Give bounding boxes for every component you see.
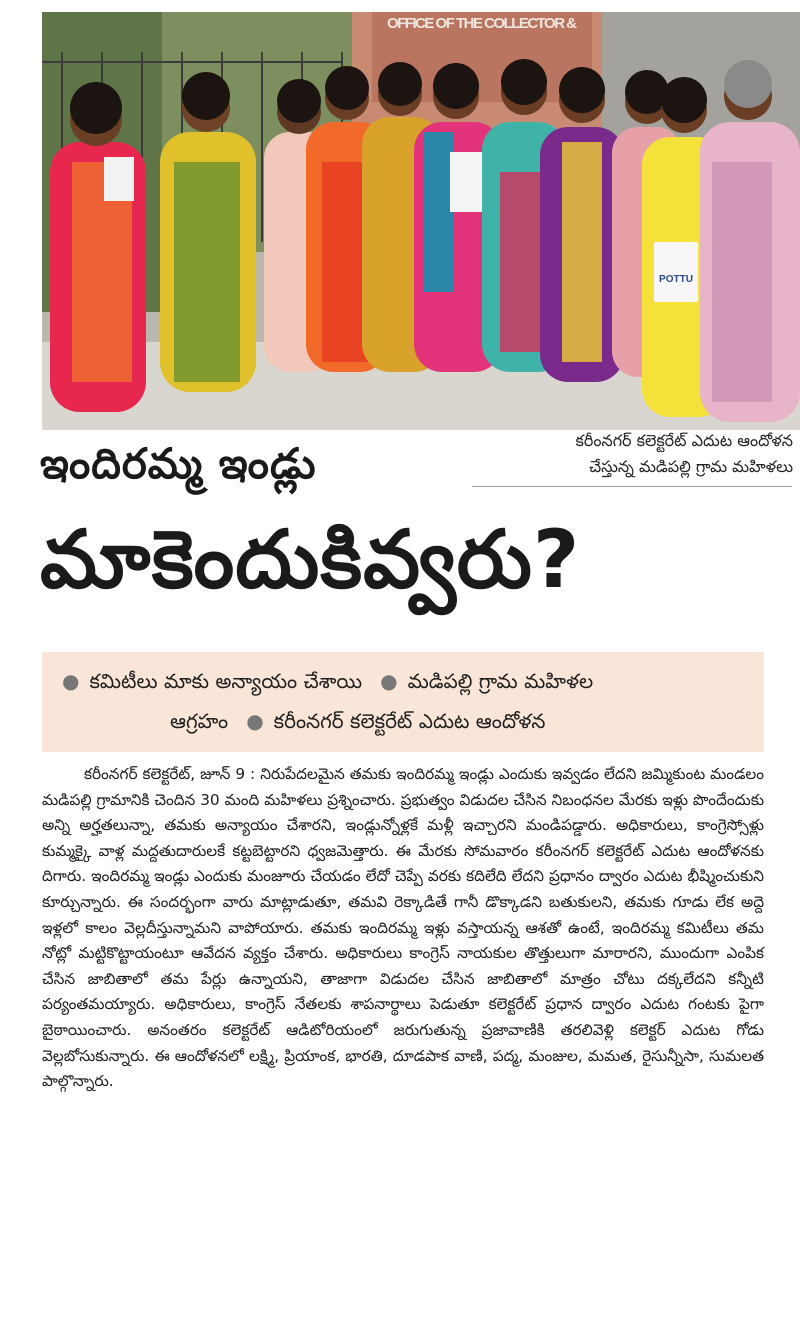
highlights-line-1	[62, 666, 593, 696]
building-sign	[387, 15, 577, 32]
photo-caption	[475, 428, 793, 480]
article-paragraph: కరీంనగర్ కలెక్టరేట్, జూన్ 9 : నిరుపేదలమైన తమకు ఇందిరమ్మ ఇండ్లు ఎందుకు ఇవ్వడం లేదని జమ్మికుంట మండలం మడిపల్లి గ్రామానికి చెందిన 30 మంది మహిళలు ప్రశ్నించారు. ప్రభుత్వం విడుదల చేసిన నిబంధనల మేరకు ఇళ్లు పొందేందుకు అన్ని అర్హతలున్నా, తమకు అన్యాయం చేశారని, ఇండ్లున్నోళ్లకే మళ్లీ ఇచ్చారని మండిపడ్డారు. అధికారులు, కాంగ్రెస్సోళ్లు కుమ్మక్కై వాళ్ల మద్దతుదారులకే కట్టబెట్టారని ధ్వజమెత్తారు. ఈ మేరకు సోమవారం కరీంనగర్ కలెక్టరేట్ ఎదుట ఆందోళనకు దిగారు. ఇందిరమ్మ ఇండ్లు ఎందుకు మంజూరు చేయడం లేదో చెప్పే వరకు కదిలేది లేదని ప్రధానం ద్వారం ఎదుట భీష్మించుకుని కూర్చున్నారు. ఈ సందర్భంగా వారు మాట్లాడుతూ, తమవి రెక్కాడితే గానీ డొక్కాడని బతుకులని, తమకు గూడు లేక అద్దె ఇళ్లలో కాలం వెల్లదీస్తున్నామని వాపోయారు. తమకు ఇందిరమ్మ ఇళ్లు వస్తాయన్న ఆశతో ఉంటే, ఇందిరమ్మ కమిటీలు తమ నోట్లో మట్టికొట్టాయంటూ ఆవేదన వ్యక్తం చేశారు. అధికారులు కాంగ్రెస్ నాయకుల తొత్తులుగా మారారని, ముందుగా ఎంపిక చేసిన జాబితాలో తమ పేర్లు ఉన్నాయని, తాజాగా విడుదల చేసిన జాబితాలో మాత్రం చోటు దక్కలేదని కన్నీటి పర్యంతమయ్యారు. అధికారులు, కాంగ్రెస్ నేతలకు శాపనార్థాలు పెడుతూ కలెక్టరేట్ ప్రధాన ద్వారం ఎదుట గంటకు పైగా బైఠాయించారు. అనంతరం కలెక్టరేట్ ఆడిటోరియంలో జరుగుతున్న ప్రజావాణికి తరలివెళ్లి కలెక్టర్ ఎదుట గోడు వెల్లబోసుకున్నారు. ఈ ఆందోళనలో లక్ష్మి, ప్రియాంక, భారతి, దూడపాక వాణి, పద్మ, మంజుల, మమత, రైసున్నీసా, సుమలత పాల్గొన్నారు.	[42, 765, 765, 1091]
placard	[659, 274, 693, 285]
news-photo	[42, 12, 800, 430]
highlight-item: కరీంనగర్ కలెక్టరేట్ ఎదుట ఆందోళన	[273, 709, 546, 733]
highlight-item: కమిటీలు మాకు అన్యాయం చేశాయి	[89, 669, 363, 693]
highlight-item: మడిపల్లి గ్రామ మహిళల	[407, 669, 594, 693]
caption-line-2: చేస్తున్న మడిపల్లి గ్రామ మహిళలు	[588, 457, 793, 476]
svg-text:OFFICE OF THE COLLECTOR &: OFFICE OF THE COLLECTOR &	[387, 15, 577, 32]
highlights-box	[42, 652, 764, 752]
headline-kicker: ఇందిరమ్మ ఇండ్లు	[40, 439, 317, 488]
bullet-icon: ●	[380, 669, 398, 693]
caption-line-1: కరీంనగర్ కలెక్టరేట్ ఎదుట ఆందోళన	[575, 431, 793, 450]
bullet-icon: ●	[62, 669, 80, 693]
article-body	[42, 762, 764, 1095]
highlights-line-2	[170, 706, 545, 736]
svg-text:POTTU: POTTU	[659, 274, 693, 285]
caption-underline	[472, 486, 792, 487]
highlight-item: ఆగ్రహం	[170, 709, 229, 733]
headline-main: మాకెందుకివ్వరు?	[40, 513, 581, 606]
bullet-icon: ●	[246, 709, 264, 733]
